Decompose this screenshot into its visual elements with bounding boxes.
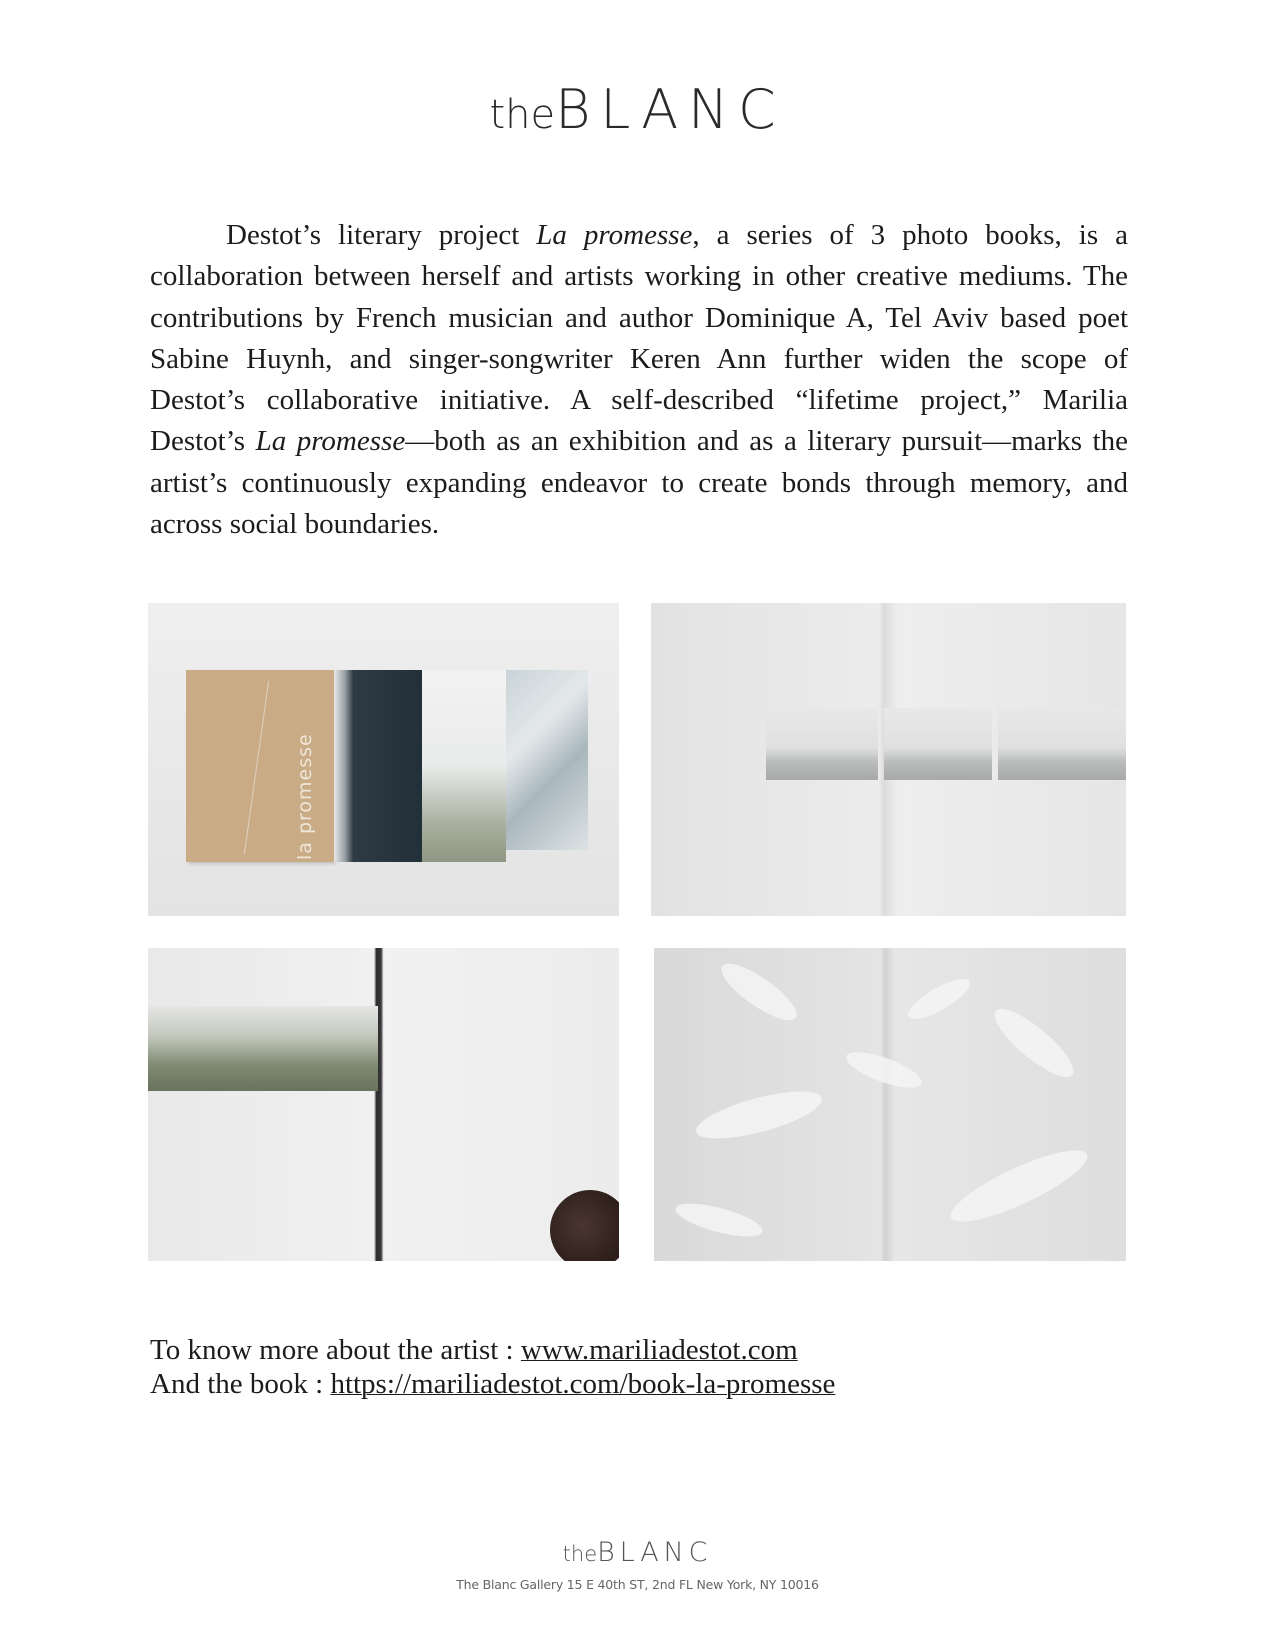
book-cover-title: la promesse (294, 733, 316, 860)
book-sea (334, 670, 422, 862)
gull-shape (943, 1138, 1094, 1234)
artist-link-line (150, 1333, 835, 1367)
body-text-1: Destot’s literary project (226, 219, 537, 251)
gull-shape (692, 1082, 826, 1148)
book-leaves (506, 670, 588, 850)
seascape-image-2 (884, 708, 992, 780)
photo-books-spread (148, 603, 619, 916)
links-block (150, 1333, 835, 1401)
portrait-fragment (550, 1190, 619, 1261)
book-cover (186, 670, 334, 862)
cover-line (244, 681, 269, 854)
hills-image (148, 1006, 378, 1091)
logo-the: the (489, 92, 556, 138)
body-text-2: , a series of 3 photo books, is a collaboration between herself and artists working in other creative mediums. The contributions by French musician and author Dominique A, Tel Aviv based poet Sabine Huynh, and singer-songwriter Keren Ann further widen the scope of Destot’s collaborative initiative. A self-described “lifetime project,” Marilia Destot’s (150, 219, 1128, 458)
gull-shape (903, 972, 975, 1026)
body-text-3: —both as an exhibition and as a literary pursuit—marks the artist’s continuously expanding endeavor to create bonds through memory, and across social boundaries. (150, 425, 1128, 541)
seascape-image-3 (998, 708, 1126, 780)
photo-open-book-hills (148, 948, 619, 1261)
gull-shape (714, 955, 804, 1030)
body-title-1: La promesse (536, 219, 693, 251)
gull-shape (986, 999, 1082, 1086)
footer-logo-blanc: BLANC (597, 1537, 713, 1568)
photo-open-book-seascape (651, 603, 1126, 916)
artist-link-label: To know more about the artist : (150, 1334, 521, 1366)
footer-address: The Blanc Gallery 15 E 40th ST, 2nd FL New York, NY 10016 (456, 1577, 819, 1592)
body-title-2: La promesse (255, 425, 406, 458)
gull-shape (842, 1045, 925, 1095)
artist-website-link[interactable]: www.mariliadestot.com (520, 1334, 798, 1366)
book-fog (422, 670, 506, 862)
book-website-link[interactable]: https://mariliadestot.com/book-la-promesse (330, 1368, 836, 1400)
book-link-line (150, 1367, 835, 1401)
photo-open-book-gulls (654, 948, 1126, 1261)
body-paragraph (150, 215, 1128, 545)
header-logo (0, 78, 1275, 141)
footer-logo (0, 1537, 1275, 1568)
gull-shape (672, 1197, 765, 1243)
footer-logo-the: the (562, 1542, 598, 1566)
logo-blanc: BLANC (555, 78, 786, 141)
seascape-image-1 (766, 708, 878, 780)
book-link-label: And the book : (150, 1368, 331, 1400)
